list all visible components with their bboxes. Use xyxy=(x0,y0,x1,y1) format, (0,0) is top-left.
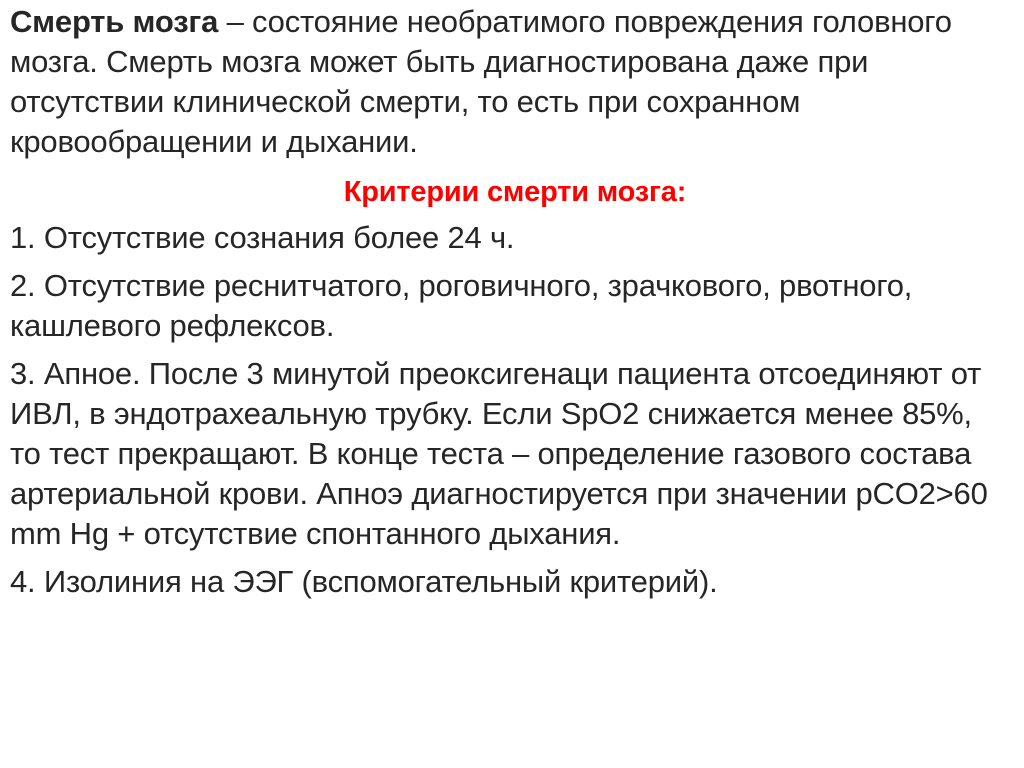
criteria-item-number: 3. xyxy=(10,356,44,391)
criteria-item-number: 4. xyxy=(10,564,44,599)
criteria-item-text: Отсутствие реснитчатого, роговичного, зрачкового, рвотного, кашлевого рефлексов. xyxy=(10,268,913,343)
criteria-item-number: 2. xyxy=(10,268,44,303)
criteria-heading: Критерии смерти мозга: xyxy=(343,176,687,208)
intro-text: – состояние необратимого повреждения головного мозга. Смерть мозга может быть диагностирована даже при отсутствии клинической смерти, то есть при сохранном кровообращении и дыхании. xyxy=(10,4,952,159)
criteria-item-2 xyxy=(10,266,1010,346)
intro-term: Смерть мозга xyxy=(10,4,219,39)
criteria-item-1 xyxy=(10,218,1010,258)
criteria-item-text: Отсутствие сознания более 24 ч. xyxy=(43,220,515,255)
criteria-item-3 xyxy=(10,354,1010,554)
criteria-item-text: Апное. После 3 минутой преоксигенаци пациента отсоединяют от ИВЛ, в эндотрахеальную трубку. Если SpO2 снижается менее 85%, то тест прекращают. В конце теста – определение газового состава артериальной крови. Апноэ диагностируется при значении pCO2>60 mm Hg + отсутствие спонтанного дыхания. xyxy=(10,356,988,551)
criteria-item-4 xyxy=(10,562,1010,602)
intro-paragraph xyxy=(10,2,1010,162)
slide-body xyxy=(10,2,1010,610)
criteria-item-number: 1. xyxy=(10,220,44,255)
criteria-item-text: Изолиния на ЭЭГ (вспомогательный критерий). xyxy=(43,564,718,599)
